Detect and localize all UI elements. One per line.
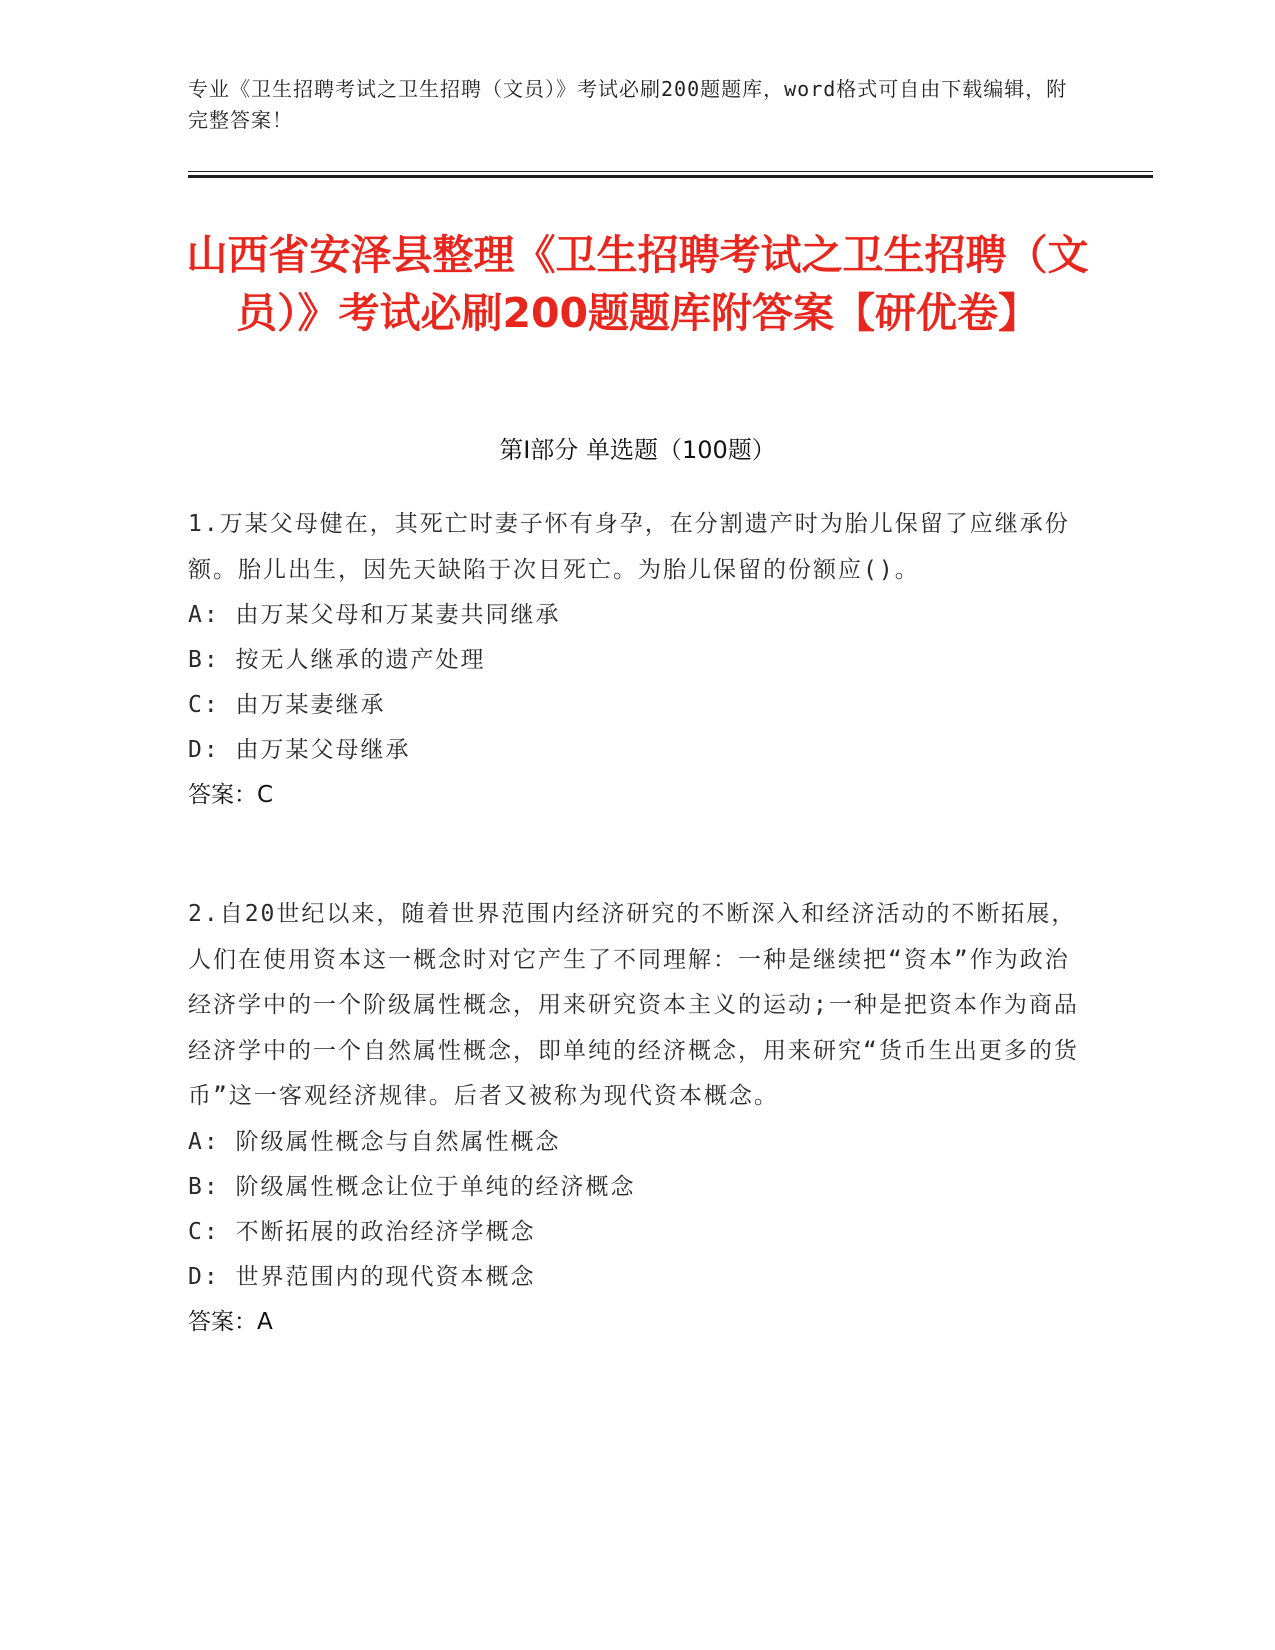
document-title: 山西省安泽县整理《卫生招聘考试之卫生招聘（文员）》考试必刷200题题库附答案【研优卷】 xyxy=(186,231,1089,337)
option-d: D: 世界范围内的现代资本概念 xyxy=(188,1263,536,1290)
answer-line: 答案：C xyxy=(188,782,274,808)
option-d: D: 由万某父母继承 xyxy=(188,737,411,763)
header-note: 专业《卫生招聘考试之卫生招聘（文员）》考试必刷200题题库，word格式可自由下载编辑，附完整答案！ xyxy=(188,77,1068,132)
option-a: A: 由万某父母和万某妻共同继承 xyxy=(188,602,561,628)
question-stem: 2.自20世纪以来，随着世界范围内经济研究的不断深入和经济活动的不断拓展，人们在使用资本这一概念时对它产生了不同理解：一种是继续把“资本”作为政治经济学中的一个阶级属性概念，用来研究资本主义的运动;一种是把资本作为商品经济学中的一个自然属性概念，即单纯的经济概念，用来研究“货币生出更多的货币”这一客观经济规律。后者又被称为现代资本概念。 xyxy=(188,901,1079,1109)
header-rule-thick xyxy=(188,175,1153,178)
option-b: B: 阶级属性概念让位于单纯的经济概念 xyxy=(188,1173,636,1200)
question-item xyxy=(188,502,1088,818)
section-title: 第Ⅰ部分 单选题（100题） xyxy=(499,436,776,464)
option-b: B: 按无人继承的遗产处理 xyxy=(188,647,486,673)
answer-line: 答案：A xyxy=(188,1308,273,1335)
option-c: C: 由万某妻继承 xyxy=(188,692,386,718)
question-stem: 1.万某父母健在，其死亡时妻子怀有身孕，在分割遗产时为胎儿保留了应继承份额。胎儿出生，因先天缺陷于次日死亡。为胎儿保留的份额应()。 xyxy=(188,511,1070,583)
option-c: C: 不断拓展的政治经济学概念 xyxy=(188,1218,536,1245)
option-a: A: 阶级属性概念与自然属性概念 xyxy=(188,1128,561,1155)
header-rule-thin xyxy=(188,171,1153,172)
question-item xyxy=(188,892,1088,1345)
